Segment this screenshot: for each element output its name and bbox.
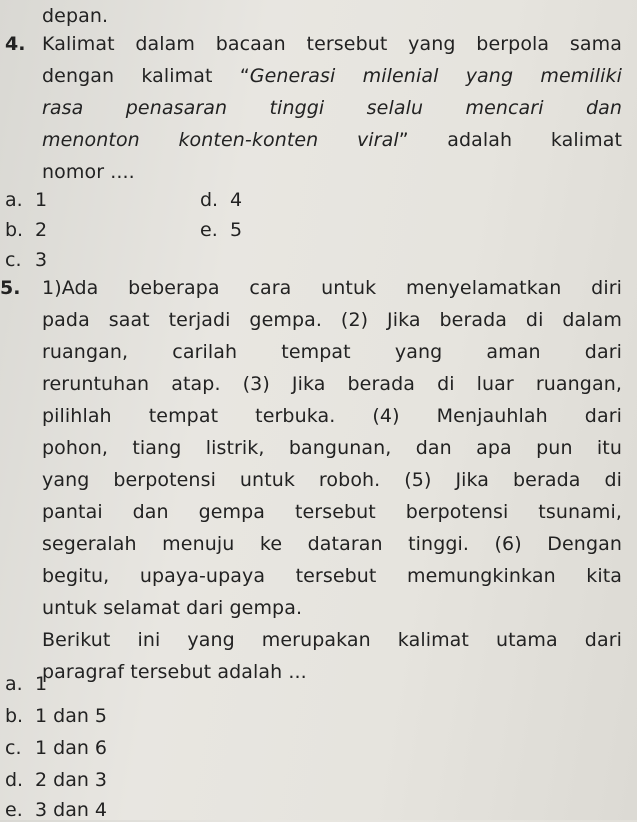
question-5-line-2: pada saat terjadi gempa. (2) Jika berada di dalam (42, 309, 622, 331)
question-5-line-1: 1)Ada beberapa cara untuk menyelamatkan diri (42, 277, 622, 299)
question-5-option-e: e. 3 dan 4 (5, 799, 108, 821)
question-4-line-3: rasa penasaran tinggi selalu mencari dan (42, 97, 622, 119)
question-5-line-8: pantai dan gempa tersebut berpotensi tsunami, (42, 501, 622, 523)
question-5-line-10: begitu, upaya-upaya tersebut memungkinkan kita (42, 565, 622, 587)
question-4-option-e: e. 5 (200, 219, 243, 241)
question-5-option-d: d. 2 dan 3 (5, 769, 108, 791)
question-5-line-7: yang berpotensi untuk roboh. (5) Jika berada di (42, 469, 622, 491)
previous-question-tail: depan. (42, 5, 109, 27)
question-4-option-c: c. 3 (5, 249, 48, 271)
question-4-line-5: nomor .... (42, 161, 135, 183)
question-4-line-4: menonton konten-konten viral” adalah kalimat (42, 129, 622, 151)
question-5-option-a: a. 1 (5, 673, 48, 695)
question-4-option-b: b. 2 (5, 219, 48, 241)
question-4-option-a: a. 1 (5, 189, 48, 211)
question-5-line-5: pilihlah tempat terbuka. (4) Menjauhlah dari (42, 405, 622, 427)
question-5-line-12: Berikut ini yang merupakan kalimat utama dari (42, 629, 622, 651)
question-5-line-4: reruntuhan atap. (3) Jika berada di luar ruangan, (42, 373, 622, 395)
question-5-number: 5. (0, 277, 21, 299)
question-5-option-b: b. 1 dan 5 (5, 705, 108, 727)
question-5-line-9: segeralah menuju ke dataran tinggi. (6) Dengan (42, 533, 622, 555)
question-5-line-6: pohon, tiang listrik, bangunan, dan apa pun itu (42, 437, 622, 459)
question-5-option-c: c. 1 dan 6 (5, 737, 108, 759)
question-4-line-1: Kalimat dalam bacaan tersebut yang berpola sama (42, 33, 622, 55)
question-4-line-2: dengan kalimat “Generasi milenial yang memiliki (42, 65, 622, 87)
question-4-option-d: d. 4 (200, 189, 243, 211)
question-5-line-11: untuk selamat dari gempa. (42, 597, 303, 619)
question-5-line-3: ruangan, carilah tempat yang aman dari (42, 341, 622, 363)
question-4-number: 4. (5, 33, 26, 55)
question-5-line-13: paragraf tersebut adalah ... (42, 661, 307, 683)
